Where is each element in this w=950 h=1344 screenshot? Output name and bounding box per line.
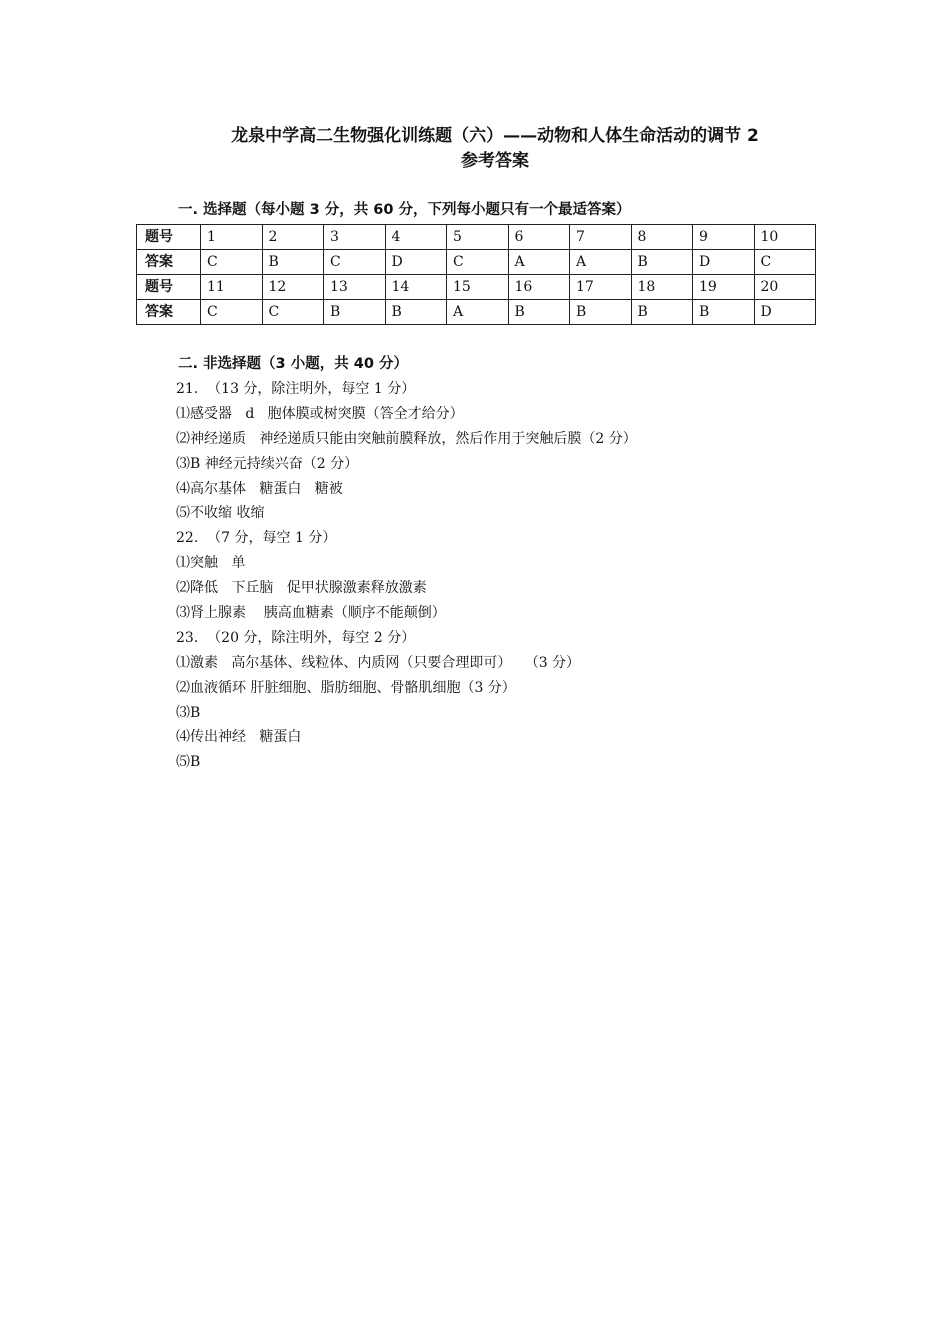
question-number-cell: 19 bbox=[693, 275, 755, 300]
answer-cell: B bbox=[570, 300, 632, 325]
answer-line: ⑵降低 下丘脑 促甲状腺激素释放激素 bbox=[176, 580, 427, 597]
question-number-cell: 16 bbox=[508, 275, 570, 300]
question-number-row bbox=[137, 225, 816, 250]
answer-line: 22. （7 分，每空 1 分） bbox=[176, 530, 337, 547]
answer-cell: B bbox=[262, 250, 324, 275]
row-header: 题号 bbox=[137, 225, 201, 250]
row-header: 答案 bbox=[137, 250, 201, 275]
answer-line: ⑶B 神经元持续兴奋（2 分） bbox=[176, 455, 359, 472]
answer-cell: C bbox=[447, 250, 509, 275]
section-heading-non-choice: 二. 非选择题（3 小题，共 40 分） bbox=[178, 356, 408, 372]
answer-cell: C bbox=[201, 250, 263, 275]
question-number-cell: 2 bbox=[262, 225, 324, 250]
answer-line: ⑴感受器 d 胞体膜或树突膜（答全才给分） bbox=[176, 405, 464, 422]
question-number-cell: 15 bbox=[447, 275, 509, 300]
question-number-cell: 10 bbox=[754, 225, 816, 250]
answer-line: 23. （20 分，除注明外，每空 2 分） bbox=[176, 629, 416, 646]
question-number-cell: 3 bbox=[324, 225, 386, 250]
question-number-cell: 14 bbox=[385, 275, 447, 300]
document-subtitle: 参考答案 bbox=[461, 151, 529, 171]
answer-line: ⑴激素 高尔基体、线粒体、内质网（只要合理即可） （3 分） bbox=[176, 654, 581, 671]
question-number-cell: 5 bbox=[447, 225, 509, 250]
question-number-cell: 12 bbox=[262, 275, 324, 300]
question-number-cell: 4 bbox=[385, 225, 447, 250]
answer-line: ⑸B bbox=[176, 754, 201, 771]
answer-row bbox=[137, 300, 816, 325]
answer-cell: A bbox=[447, 300, 509, 325]
answer-table bbox=[136, 224, 816, 325]
answer-cell: B bbox=[631, 250, 693, 275]
answer-line: ⑷传出神经 糖蛋白 bbox=[176, 729, 302, 746]
answer-lines bbox=[176, 377, 637, 775]
answer-cell: D bbox=[693, 250, 755, 275]
question-number-cell: 18 bbox=[631, 275, 693, 300]
answer-line: ⑶肾上腺素 胰高血糖素（顺序不能颠倒） bbox=[176, 605, 446, 622]
row-header: 题号 bbox=[137, 275, 201, 300]
row-header: 答案 bbox=[137, 300, 201, 325]
question-number-row bbox=[137, 275, 816, 300]
document-title: 龙泉中学高二生物强化训练题（六）——动物和人体生命活动的调节 2 bbox=[231, 126, 759, 146]
question-number-cell: 13 bbox=[324, 275, 386, 300]
answer-cell: C bbox=[754, 250, 816, 275]
answer-cell: B bbox=[508, 300, 570, 325]
answer-cell: D bbox=[385, 250, 447, 275]
answer-line: ⑶B bbox=[176, 704, 201, 721]
answer-cell: B bbox=[693, 300, 755, 325]
answer-line: ⑷高尔基体 糖蛋白 糖被 bbox=[176, 480, 343, 497]
question-number-cell: 8 bbox=[631, 225, 693, 250]
answer-cell: C bbox=[262, 300, 324, 325]
question-number-cell: 7 bbox=[570, 225, 632, 250]
answer-line: ⑴突触 单 bbox=[176, 555, 246, 572]
question-number-cell: 20 bbox=[754, 275, 816, 300]
question-number-cell: 17 bbox=[570, 275, 632, 300]
answer-line: ⑵血液循环 肝脏细胞、脂肪细胞、骨骼肌细胞（3 分） bbox=[176, 679, 516, 696]
answer-row bbox=[137, 250, 816, 275]
question-number-cell: 9 bbox=[693, 225, 755, 250]
section-heading-choice: 一. 选择题（每小题 3 分，共 60 分，下列每小题只有一个最适答案） bbox=[178, 202, 631, 218]
answer-cell: A bbox=[508, 250, 570, 275]
question-number-cell: 6 bbox=[508, 225, 570, 250]
answer-cell: C bbox=[324, 250, 386, 275]
answer-line: ⑸不收缩 收缩 bbox=[176, 505, 265, 522]
answer-line: 21. （13 分，除注明外，每空 1 分） bbox=[176, 381, 416, 397]
answer-cell: B bbox=[324, 300, 386, 325]
answer-cell: D bbox=[754, 300, 816, 325]
answer-cell: A bbox=[570, 250, 632, 275]
answer-cell: B bbox=[385, 300, 447, 325]
answer-cell: B bbox=[631, 300, 693, 325]
question-number-cell: 11 bbox=[201, 275, 263, 300]
answer-cell: C bbox=[201, 300, 263, 325]
answer-line: ⑵神经递质 神经递质只能由突触前膜释放，然后作用于突触后膜（2 分） bbox=[176, 430, 637, 447]
question-number-cell: 1 bbox=[201, 225, 263, 250]
